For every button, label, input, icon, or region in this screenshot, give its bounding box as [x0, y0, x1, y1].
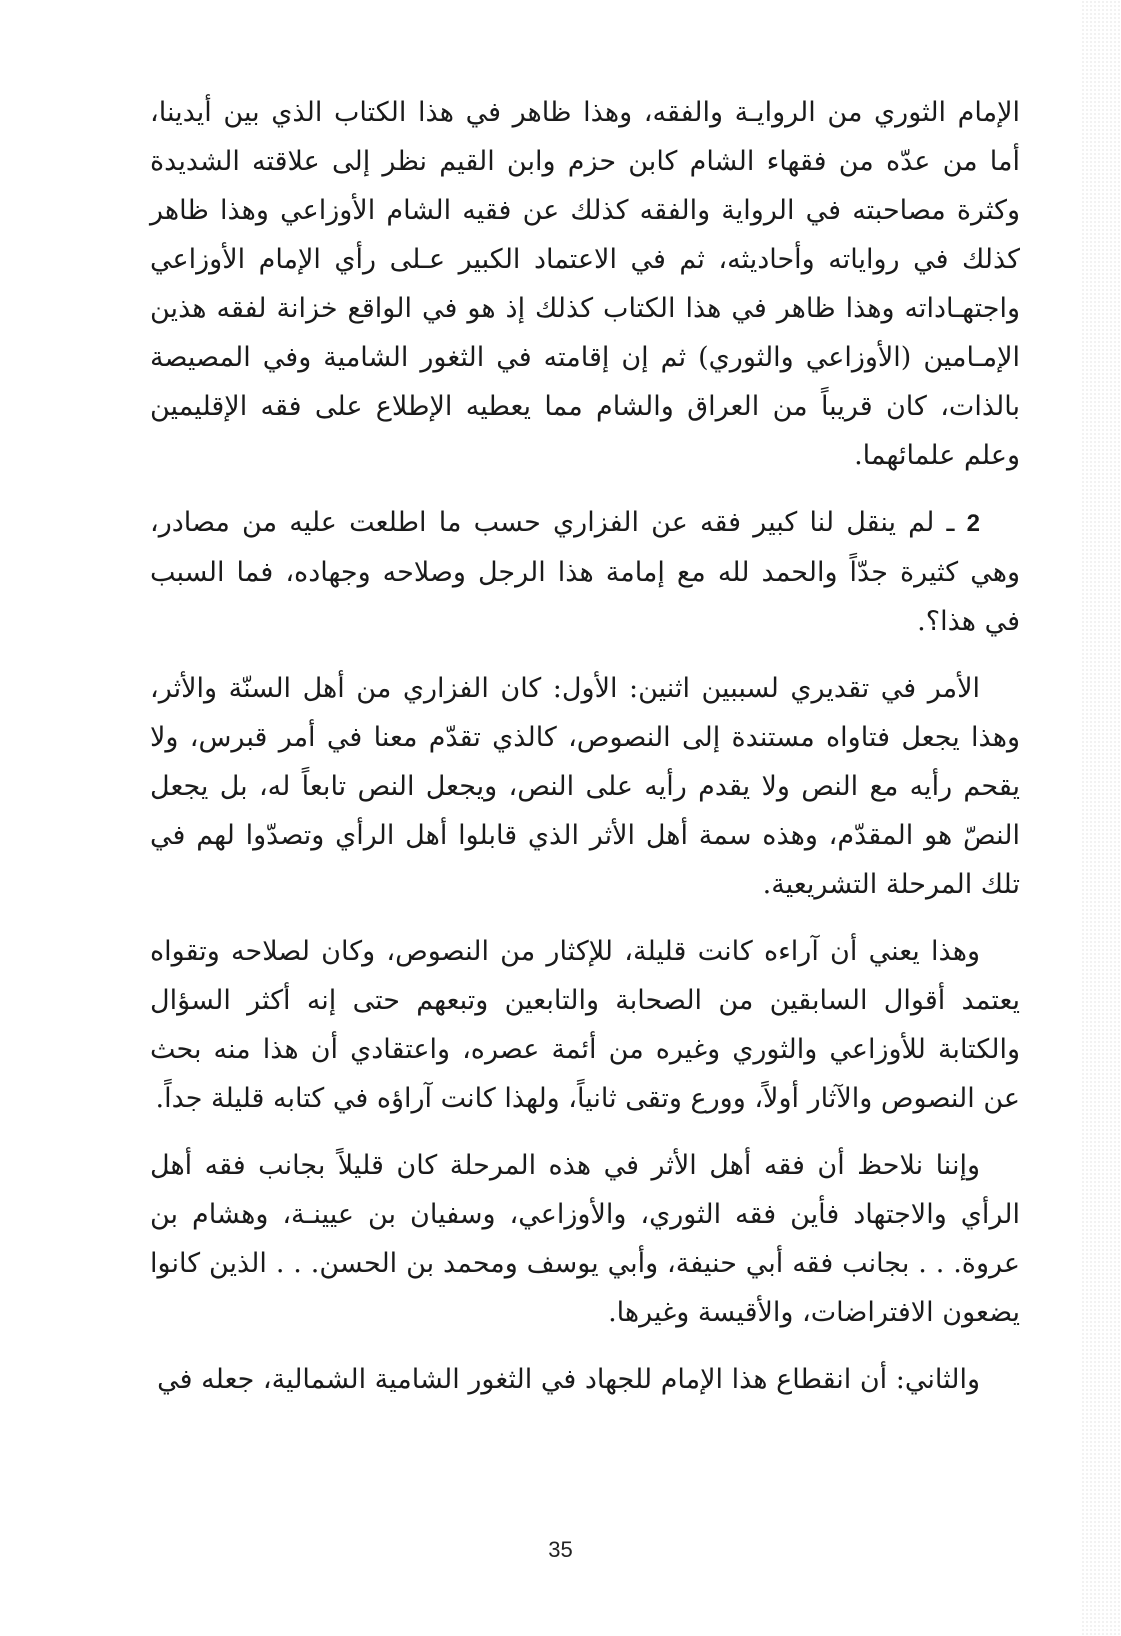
page-number: 35	[548, 1537, 573, 1562]
page-edge-scan-texture	[1081, 0, 1121, 1636]
page-body	[150, 88, 1020, 1404]
paragraph-3: الأمر في تقديري لسببين اثنين: الأول: كان الفزاري من أهل السنّة والأثر، وهذا يجعل فتاواه مستندة إلى النصوص، كالذي تقدّم معنا في أمر قبرس، ولا يقحم رأيه مع النص ولا يقدم رأيه على النص، ويجعل النص تابعاً له، بل يجعل النصّ هو المقدّم، وهذه سمة أهل الأثر الذي قابلوا أهل الرأي وتصدّوا لهم في تلك المرحلة التشريعية.	[150, 673, 1020, 900]
paragraph-4: وهذا يعني أن آراءه كانت قليلة، للإكثار من النصوص، وكان لصلاحه وتقواه يعتمد أقوال السابقين من الصحابة والتابعين وتبعهم حتى إنه أكثر السؤال والكتابة للأوزاعي والثوري وغيره من أئمة عصره، واعتقادي أن هذا منه بحث عن النصوص والآثار أولاً، وورع وتقى ثانياً، ولهذا كانت آراؤه في كتابه قليلة جداً.	[150, 936, 1020, 1114]
paragraph-5: وإننا نلاحظ أن فقه أهل الأثر في هذه المرحلة كان قليلاً بجانب فقه أهل الرأي والاجتهاد فأين فقه الثوري، والأوزاعي، وسفيان بن عيينـة، وهشام بن عروة. . . بجانب فقه أبي حنيفة، وأبي يوسف ومحمد بن الحسن. . . الذين كانوا يضعون الافتراضات، والأقيسة وغيرها.	[150, 1150, 1020, 1328]
point-number: 2	[966, 510, 980, 537]
paragraph-6: والثاني: أن انقطاع هذا الإمام للجهاد في الثغور الشامية الشمالية، جعله في	[157, 1364, 980, 1395]
paragraph-2-text: ـ لم ينقل لنا كبير فقه عن الفزاري حسب ما اطلعت عليه من مصادر، وهي كثيرة جدّاً والحمد لله مع إمامة هذا الرجل وصلاحه وجهاده، فما السبب في هذا؟.	[150, 507, 1020, 637]
paragraph-2	[150, 498, 1020, 646]
paragraph-1: الإمام الثوري من الروايـة والفقه، وهذا ظاهر في هذا الكتاب الذي بين أيدينا، أما من عدّه من فقهاء الشام كابن حزم وابن القيم نظر إلى علاقته الشديدة وكثرة مصاحبته في الرواية والفقه كذلك عن فقيه الشام الأوزاعي وهذا ظاهر كذلك في رواياته وأحاديثه، ثم في الاعتماد الكبير عـلى رأي الإمام الأوزاعي واجتهـاداته وهذا ظاهر في هذا الكتاب كذلك إذ هو في الواقع خزانة لفقه هذين الإمـامين (الأوزاعي والثوري) ثم إن إقامته في الثغور الشامية وفي المصيصة بالذات، كان قريباً من العراق والشام مما يعطيه الإطلاع على فقه الإقليمين وعلم علمائهما.	[150, 97, 1021, 471]
